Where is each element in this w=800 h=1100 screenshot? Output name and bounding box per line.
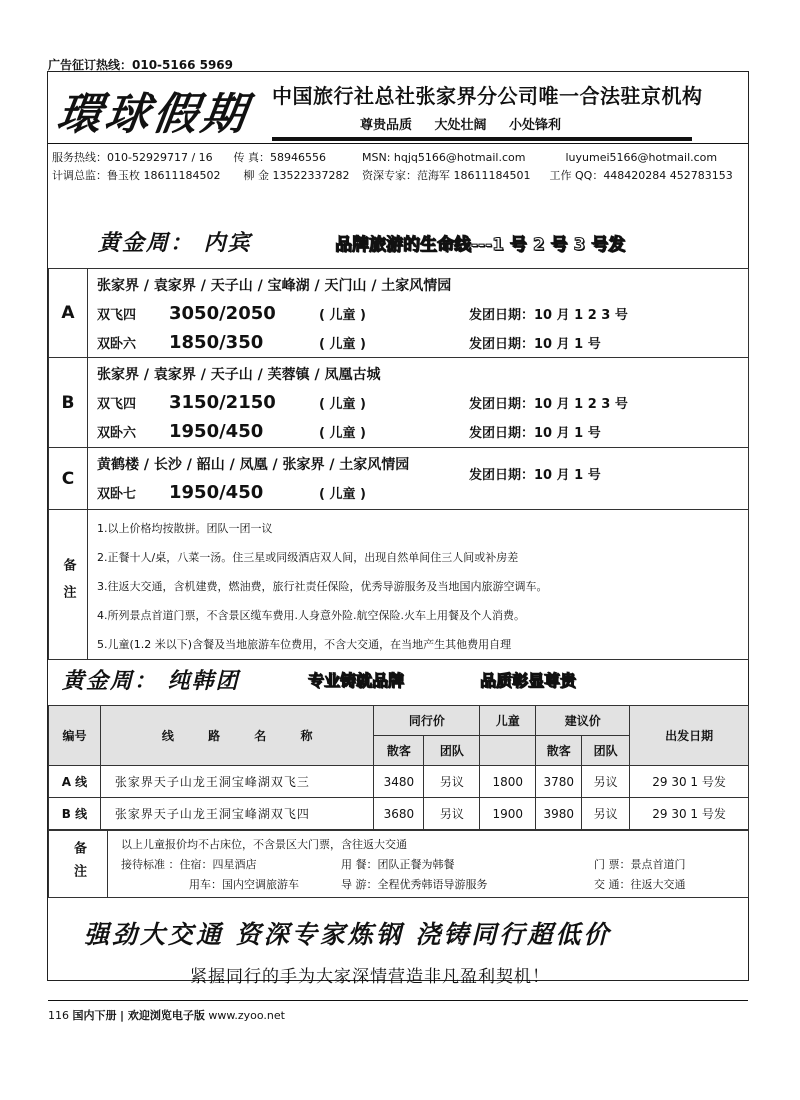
row-no: B 线 [49, 798, 101, 830]
row-peer-scatter: 3480 [374, 766, 424, 798]
row-route: 张家界天子山龙王洞宝峰湖双飞四 [100, 798, 374, 830]
header-team: 团队 [582, 736, 630, 766]
departure-date: 发团日期：10 月 1 号 [469, 426, 601, 441]
route-name: 张家界 / 袁家界 / 天子山 / 芙蓉镇 / 凤凰古城 [97, 367, 381, 383]
header-no: 编号 [49, 706, 101, 766]
price-line [97, 417, 738, 446]
company-title: 中国旅行社总社张家界分公司唯一合法驻京机构 [272, 84, 703, 108]
group-label: C [49, 448, 88, 509]
footer-section: 国内下册 [72, 1009, 117, 1022]
trip-type: 双飞四 [97, 308, 137, 323]
group-a [49, 269, 748, 358]
liu-contact: 柳 金 13522337282 [243, 169, 350, 182]
note-item: 2.正餐十人/桌，八菜一汤。住三星或同级酒店双人间，出现自然单间住三人间或补房差 [97, 551, 519, 564]
group-label: A [49, 269, 88, 357]
promo-subslogan: 紧握同行的手为大家深情营造非凡盈利契机！ [190, 967, 550, 987]
meal-standard: 用 餐：团队正餐为韩餐 [341, 858, 455, 871]
price-value: 3050/2050 [169, 303, 276, 324]
price-line [97, 478, 738, 507]
guide-standard: 导 游：全程优秀韩语导游服务 [341, 878, 488, 891]
trip-type: 双卧六 [97, 337, 137, 352]
footer-rule [48, 1000, 748, 1001]
row-peer-team: 另议 [424, 766, 480, 798]
row-peer-team: 另议 [424, 798, 480, 830]
trip-type: 双飞四 [97, 397, 137, 412]
row-sug-team: 另议 [582, 766, 630, 798]
group-label: B [49, 358, 88, 447]
header-child: 儿童 [480, 706, 536, 736]
footer-url[interactable]: www.zyoo.net [208, 1009, 285, 1022]
header-scatter: 散客 [536, 736, 582, 766]
route-name: 黄鹤楼 / 长沙 / 韶山 / 凤凰 / 张家界 / 土家风情园 [97, 457, 410, 473]
contact-row-2 [52, 167, 733, 183]
price-line [97, 388, 738, 417]
header-scatter: 散客 [374, 736, 424, 766]
korea-notes-box [48, 830, 749, 898]
note-item: 4.所列景点首道门票，不含景区缆车费用.人身意外险.航空保险.火车上用餐及个人消费。 [97, 609, 525, 622]
row-child: 1800 [480, 766, 536, 798]
price-line [97, 328, 738, 357]
traffic-standard: 交 通：往返大交通 [594, 878, 686, 891]
row-route: 张家界天子山龙王洞宝峰湖双飞三 [100, 766, 374, 798]
header-rule-thin [48, 143, 748, 144]
row-child: 1900 [480, 798, 536, 830]
ad-hotline: 广告征订热线：010-5166 5969 [48, 58, 234, 72]
promo-slogan: 强劲大交通 资深专家炼钢 浇铸同行超低价 [84, 920, 612, 949]
child-label: ( 儿童 ) [319, 487, 366, 502]
section1-banner: 黄金周： 内宾 [98, 230, 252, 256]
price-value: 3150/2150 [169, 392, 276, 413]
header-route: 线 路 名 称 [100, 706, 374, 766]
page-number: 116 [48, 1009, 69, 1022]
notes-label: 备注 [49, 510, 88, 659]
footer-welcome: 欢迎浏览电子版 [127, 1009, 205, 1022]
header-suggested-price: 建议价 [536, 706, 630, 736]
notes-group [49, 510, 748, 659]
car-standard: 用车：国内空调旅游车 [189, 878, 299, 891]
contact-row-1 [52, 149, 717, 165]
supervisor-contact: 计调总监：鲁玉枚 18611184502 [52, 169, 221, 182]
msn-address: MSN: hqjq5166@hotmail.com [362, 151, 526, 164]
note-item: 3.往返大交通，含机建费，燃油费，旅行社责任保险，优秀导游服务及当地国内旅游空调车。 [97, 580, 548, 593]
price-line [97, 299, 738, 328]
child-label: ( 儿童 ) [319, 397, 366, 412]
child-label: ( 儿童 ) [319, 337, 366, 352]
row-date: 29 30 1 号发 [630, 766, 749, 798]
header-team: 团队 [424, 736, 480, 766]
row-sug-scatter: 3780 [536, 766, 582, 798]
row-sug-scatter: 3980 [536, 798, 582, 830]
domestic-price-table [48, 268, 749, 660]
notes-label: 备注 [49, 831, 108, 897]
header-departure: 出发日期 [630, 706, 749, 766]
note-item: 5.儿童(1.2 米以下)含餐及当地旅游车位费用，不含大交通，在当地产生其他费用自理 [97, 638, 512, 651]
service-hotline: 服务热线：010-52929717 / 16 [52, 151, 213, 164]
row-no: A 线 [49, 766, 101, 798]
child-label: ( 儿童 ) [319, 308, 366, 323]
row-date: 29 30 1 号发 [630, 798, 749, 830]
row-sug-team: 另议 [582, 798, 630, 830]
departure-date: 发团日期：10 月 1 2 3 号 [469, 397, 628, 412]
korea-tour-table [48, 705, 749, 830]
section1-tagline: 品牌旅游的生命线---1 号 2 号 3 号发 [335, 235, 626, 255]
note-item: 1.以上价格均按散拼。团队一团一议 [97, 522, 273, 535]
trip-type: 双卧七 [97, 487, 137, 502]
section2-tag-brand: 专业铸就品牌 [308, 671, 405, 690]
korea-note-1: 以上儿童报价均不占床位，不含景区大门票，含往返大交通 [121, 838, 407, 851]
footer-divider: | [120, 1009, 128, 1022]
header-child-blank [480, 736, 536, 766]
departure-date: 发团日期：10 月 1 号 [469, 468, 601, 483]
child-label: ( 儿童 ) [319, 426, 366, 441]
trip-type: 双卧六 [97, 426, 137, 441]
company-logo: 環球假期 [53, 89, 253, 140]
departure-date: 发团日期：10 月 1 2 3 号 [469, 308, 628, 323]
table-row [49, 798, 749, 830]
departure-date: 发团日期：10 月 1 号 [469, 337, 601, 352]
group-c [49, 448, 748, 510]
ticket-standard: 门 票：景点首道门 [594, 858, 686, 871]
section2-banner: 黄金周： 纯韩团 [62, 668, 240, 694]
section2-tag-quality: 品质彰显尊贵 [480, 671, 577, 690]
fax-number: 传 真：58946556 [233, 151, 326, 164]
header-rule-thick [272, 137, 692, 141]
row-peer-scatter: 3680 [374, 798, 424, 830]
std-hotel: 接待标准 ：住宿：四星酒店 [121, 858, 257, 871]
work-qq: 工作 QQ：448420284 452783153 [549, 169, 733, 182]
email-address: luyumei5166@hotmail.com [565, 151, 718, 164]
page-footer [48, 1007, 285, 1023]
price-value: 1850/350 [169, 332, 264, 353]
expert-contact: 资深专家：范海军 18611184501 [362, 169, 531, 182]
price-value: 1950/450 [169, 482, 264, 503]
table-row [49, 766, 749, 798]
group-b [49, 358, 748, 448]
price-value: 1950/450 [169, 421, 264, 442]
route-name: 张家界 / 袁家界 / 天子山 / 宝峰湖 / 天门山 / 土家风情园 [97, 278, 452, 294]
company-slogan: 尊贵品质 大处壮阔 小处锋利 [360, 118, 562, 133]
header-peer-price: 同行价 [374, 706, 480, 736]
